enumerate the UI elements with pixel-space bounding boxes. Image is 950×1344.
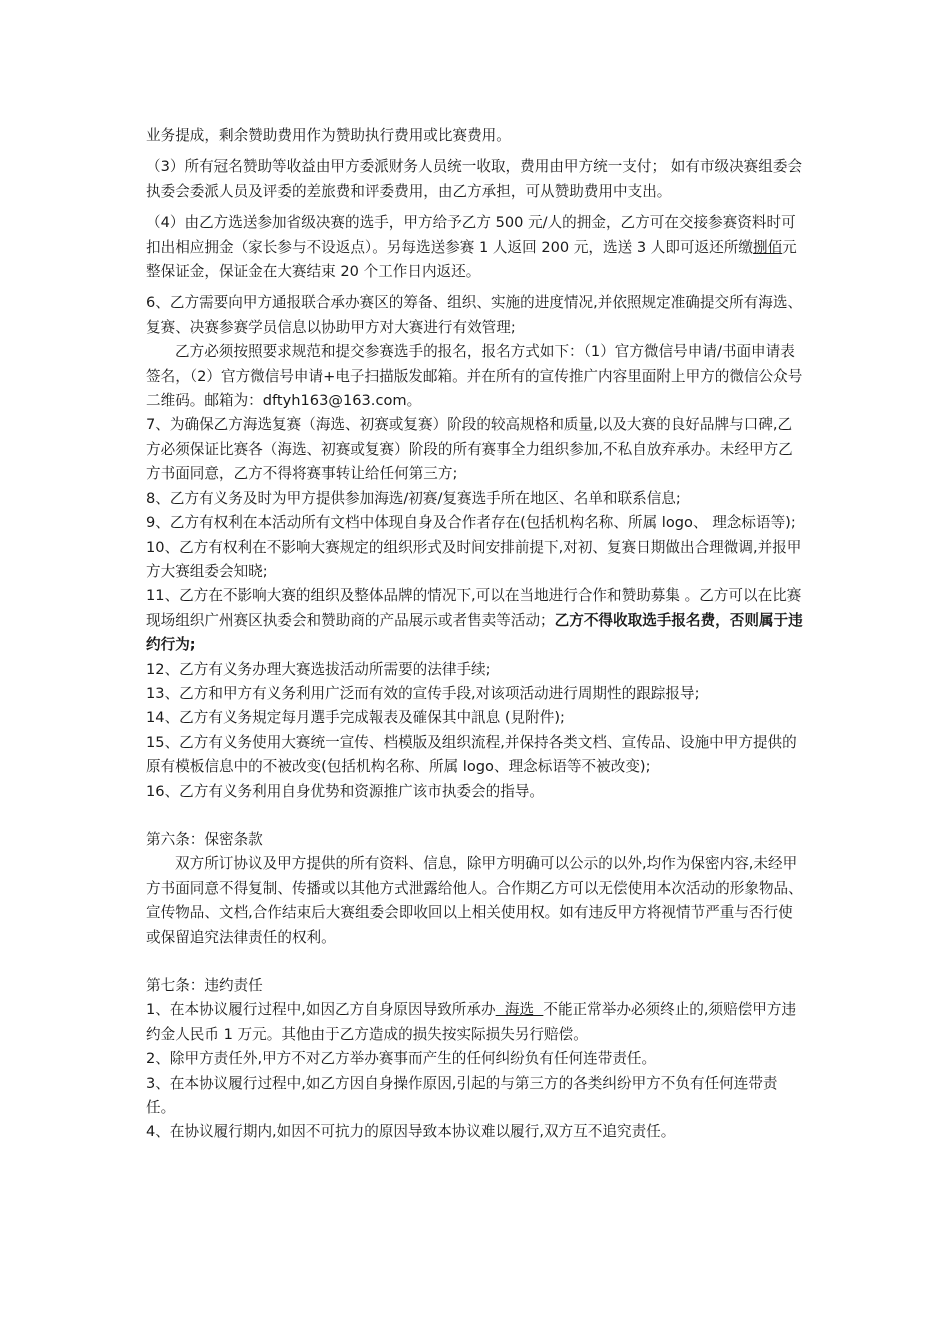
item-6: 6、乙方需要向甲方通报联合承办赛区的筹备、组织、实施的进度情况,并依照规定准确提交所有海选、复赛、决赛参赛学员信息以协助甲方对大赛进行有效管理; — [146, 294, 803, 336]
item-15: 15、乙方有义务使用大赛统一宣传、档模版及组织流程,并保持各类文档、宣传品、设施中甲方提供的原有模板信息中的不被改变(包括机构名称、所属 logo、理念标语等不被改变); — [146, 733, 797, 776]
item-8: 8、乙方有义务及时为甲方提供参加海选/初赛/复赛选手所在地区、名单和联系信息; — [146, 489, 681, 507]
article-6-body: 双方所订协议及甲方提供的所有资料、信息，除甲方明确可以公示的以外,均作为保密内容,未经甲方书面同意不得复制、传播或以其他方式泄露给他人。合作期乙方可以无偿使用本次活动的形象物品、宣传物品、文档,合作结束后大赛组委会即收回以上相关使用权。如有违反甲方将视情节严重与否行使或保留追究法律责任的权利。 — [146, 855, 803, 946]
item-7: 7、为确保乙方海选复赛（海选、初赛或复赛）阶段的较高规格和质量,以及大赛的良好品牌与口碑,乙方必须保证比赛各（海选、初赛或复赛）阶段的所有赛事全力组织参加,不私自放弃承办。未经甲方乙方书面同意，乙方不得将赛事转让给任何第三方; — [146, 416, 793, 483]
item-13: 13、乙方和甲方有义务利用广泛而有效的宣传手段,对该项活动进行周期性的跟踪报导; — [146, 684, 700, 702]
item-14: 14、乙方有义务規定每月選手完成報表及確保其中訊息 (見附件); — [146, 709, 565, 727]
article-7-item-4: 4、在协议履行期内,如因不可抗力的原因导致本协议难以履行,双方互不追究责任。 — [146, 1123, 676, 1141]
document-body — [146, 124, 806, 1145]
haixuan-underlined: 海选 — [495, 1001, 544, 1019]
article-7-item-1-text-b: 不能正常举办必须终止的,须赔偿甲方违约金人民币 1 万元。其他由于乙方造成的损失按实际损失另行赔偿。 — [146, 1001, 797, 1043]
article-7-title: 第七条：违约责任 — [146, 977, 263, 994]
article-7-item-1-text-a: 1、在本协议履行过程中,如因乙方自身原因导致所承办 — [146, 1001, 496, 1019]
item-9: 9、乙方有权利在本活动所有文档中体现自身及合作者存在(包括机构名称、所属 logo、 理念标语等); — [146, 514, 796, 532]
item-11-bold-warning: 乙方不得收取选手报名费，否则属于违约行为; — [146, 611, 803, 654]
clause-4 — [146, 211, 806, 284]
intro-line: 业务提成，剩余赞助费用作为赞助执行费用或比赛费用。 — [146, 127, 511, 144]
item-10: 10、乙方有权利在不影响大赛规定的组织形式及时间安排前提下,对初、复赛日期做出合理微调,并报甲方大赛组委会知晓; — [146, 538, 802, 580]
clause-4-text-b: 元整保证金，保证金在大赛结束 20 个工作日内返还。 — [146, 238, 797, 281]
item-12: 12、乙方有义务办理大赛选拔活动所需要的法律手续; — [146, 660, 491, 678]
deposit-amount-underlined: 捌佰 — [752, 238, 783, 256]
item-11 — [146, 584, 806, 657]
item-16: 16、乙方有义务利用自身优势和资源推广该市执委会的指导。 — [146, 782, 545, 800]
article-6-title: 第六条：保密条款 — [146, 830, 263, 848]
clause-4-text-a: （4）由乙方选送参加省级决赛的选手，甲方给予乙方 500 元/人的拥金，乙方可在交接参赛资料时可扣出相应拥金（家长参与不设返点）。另每选送参赛 1 人返回 200 元，选送 3 人即可返还所缴 — [146, 214, 796, 256]
article-7-item-3: 3、在本协议履行过程中,如乙方因自身操作原因,引起的与第三方的各类纠纷甲方不负有任何连带责任。 — [146, 1074, 778, 1117]
item-11-text: 11、乙方在不影响大赛的组织及整体品牌的情况下,可以在当地进行合作和赞助募集 。乙方可以在比赛现场组织广州赛区执委会和赞助商的产品展示或者售卖等活动； — [146, 587, 802, 629]
item-6-registration: 乙方必须按照要求规范和提交参赛选手的报名，报名方式如下：（1）官方微信号申请/书面申请表签名，（2）官方微信号申请+电子扫描版发邮箱。并在所有的宣传推广内容里面附上甲方的微信公众号二维码。邮箱为：dftyh163@163.com。 — [146, 343, 803, 410]
article-7-item-1 — [146, 998, 806, 1047]
clause-3: （3）所有冠名赞助等收益由甲方委派财务人员统一收取，费用由甲方统一支付； 如有市级决赛组委会执委会委派人员及评委的差旅费和评委费用，由乙方承担，可从赞助费用中支出。 — [146, 158, 803, 200]
article-7-item-2: 2、除甲方责任外,甲方不对乙方举办赛事而产生的任何纠纷负有任何连带责任。 — [146, 1050, 657, 1068]
